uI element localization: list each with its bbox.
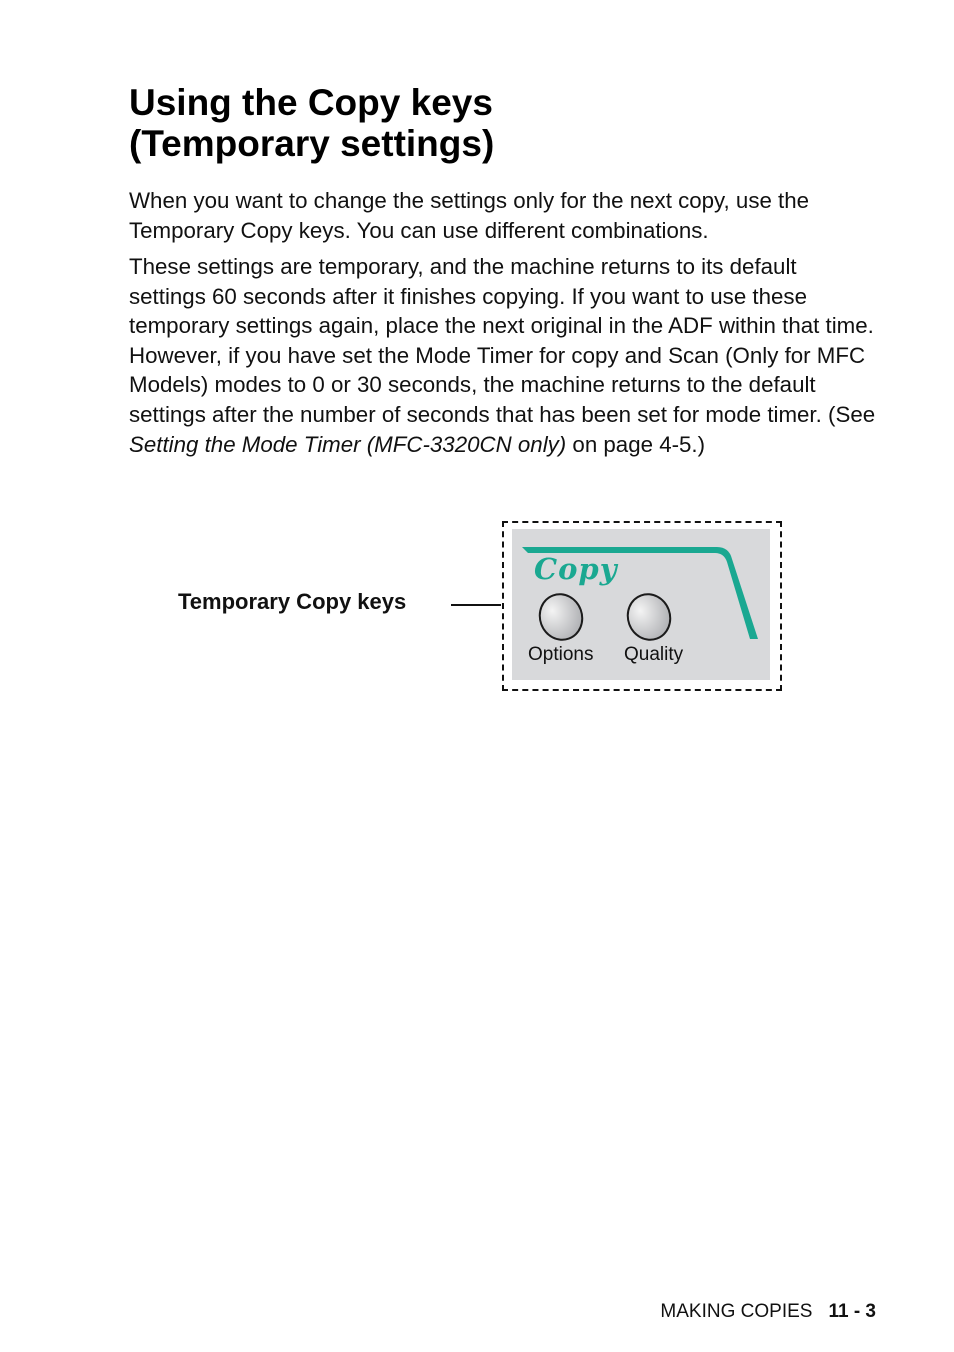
callout-label: Temporary Copy keys (178, 589, 407, 614)
page-heading (129, 82, 889, 164)
heading-line-1: Using the Copy keys (129, 82, 493, 123)
details-paragraph (129, 252, 879, 459)
footer-section: MAKING COPIES (660, 1301, 813, 1322)
details-text: These settings are temporary, and the machine returns to its default settings 60 seconds after it finishes copying. If you want to use these temporary settings again, place the next original in the ADF within that time. However, if you have set the Mode Timer for copy and Scan (Only for MFC Models) modes to 0 or 30 seconds, the machine returns to the default settings after the number of seconds that has been set for mode timer. (See (129, 254, 876, 427)
options-key-label: Options (528, 644, 594, 665)
details-tail: on page 4-5.) (566, 431, 706, 457)
cross-reference-link[interactable]: Setting the Mode Timer (MFC-3320CN only) (129, 431, 567, 457)
intro-paragraph: When you want to change the settings only for the next copy, use the Temporary Copy keys. You can use different combinations. (129, 188, 810, 243)
quality-key-label: Quality (624, 644, 684, 665)
copy-panel-title: Copy (534, 552, 618, 586)
heading-line-2: (Temporary settings) (129, 123, 495, 164)
callout-leader-line (451, 604, 501, 606)
copy-key-panel (512, 529, 770, 680)
footer-page-number: 11 - 3 (828, 1301, 876, 1322)
page-footer (660, 1301, 876, 1323)
